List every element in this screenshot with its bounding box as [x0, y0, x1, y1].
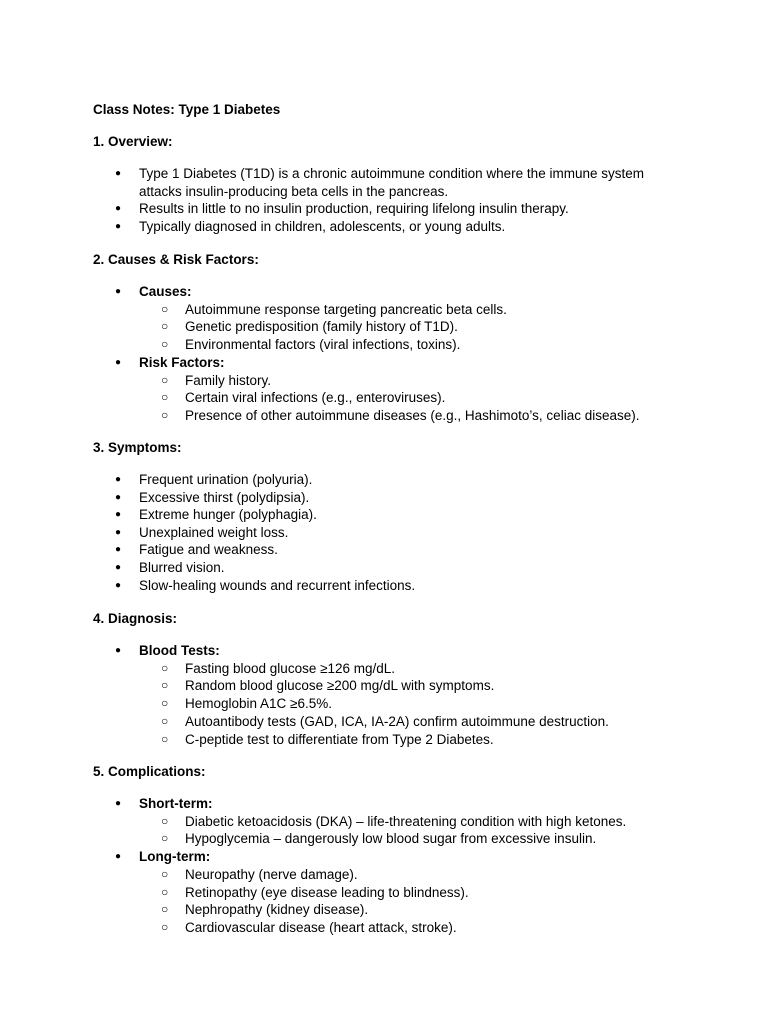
diagnosis-list — [93, 642, 683, 749]
sub-list — [139, 372, 683, 425]
list-item: ○ Autoantibody tests (GAD, ICA, IA-2A) confirm autoimmune destruction. — [139, 713, 683, 731]
list-item: ● Frequent urination (polyuria). — [93, 471, 683, 489]
group-label: Causes: — [139, 284, 192, 299]
list-group — [93, 354, 683, 425]
list-item: ○ Family history. — [139, 372, 683, 390]
list-item: ○ Neuropathy (nerve damage). — [139, 866, 683, 884]
section-heading-diagnosis: 4. Diagnosis: — [93, 611, 178, 626]
list-group — [93, 795, 683, 848]
complications-list — [93, 795, 683, 937]
section-heading-symptoms: 3. Symptoms: — [93, 440, 182, 455]
list-group — [93, 283, 683, 354]
list-item: ○ Retinopathy (eye disease leading to blindness). — [139, 884, 683, 902]
list-item: ○ C-peptide test to differentiate from Type 2 Diabetes. — [139, 731, 683, 749]
group-label: Long-term: — [139, 849, 211, 865]
group-label: Risk Factors: — [139, 354, 225, 370]
list-item: ● Typically diagnosed in children, adolescents, or young adults. — [93, 218, 683, 236]
list-item: ○ Certain viral infections (e.g., enteroviruses). — [139, 389, 683, 407]
group-label: Short-term: — [139, 796, 213, 811]
section-heading-complications: 5. Complications: — [93, 764, 206, 779]
list-item: ○ Autoimmune response targeting pancreatic beta cells. — [139, 301, 683, 319]
list-item: ○ Hypoglycemia – dangerously low blood sugar from excessive insulin. — [139, 830, 683, 848]
list-item: ○ Presence of other autoimmune diseases (e.g., Hashimoto’s, celiac disease). — [139, 407, 683, 425]
overview-list — [93, 165, 683, 235]
sub-list — [139, 301, 683, 354]
list-item: ○ Nephropathy (kidney disease). — [139, 901, 683, 919]
list-item: ● Excessive thirst (polydipsia). — [93, 489, 683, 507]
list-item: ● Unexplained weight loss. — [93, 524, 683, 542]
list-item: ○ Cardiovascular disease (heart attack, stroke). — [139, 919, 683, 937]
list-item: ○ Hemoglobin A1C ≥6.5%. — [139, 695, 683, 713]
section-heading-overview: 1. Overview: — [93, 134, 173, 149]
list-item: ● Slow-healing wounds and recurrent infections. — [93, 577, 683, 595]
list-item: ○ Environmental factors (viral infections, toxins). — [139, 336, 683, 354]
sub-list — [139, 660, 683, 749]
sub-list — [139, 813, 683, 849]
list-group — [93, 642, 683, 749]
list-item: ○ Fasting blood glucose ≥126 mg/dL. — [139, 660, 683, 678]
document-title: Class Notes: Type 1 Diabetes — [93, 102, 281, 117]
causes-list — [93, 283, 683, 425]
list-item: ○ Random blood glucose ≥200 mg/dL with symptoms. — [139, 677, 683, 695]
sub-list — [139, 866, 683, 937]
section-heading-causes: 2. Causes & Risk Factors: — [93, 252, 259, 267]
list-item: ● Type 1 Diabetes (T1D) is a chronic autoimmune condition where the immune system attacks insulin-producing beta cells in the pancreas. — [93, 165, 683, 200]
group-label: Blood Tests: — [139, 643, 220, 658]
list-item: ● Results in little to no insulin production, requiring lifelong insulin therapy. — [93, 200, 683, 218]
list-item: ● Blurred vision. — [93, 559, 683, 577]
list-item: ○ Diabetic ketoacidosis (DKA) – life-threatening condition with high ketones. — [139, 813, 683, 831]
list-item: ○ Genetic predisposition (family history of T1D). — [139, 318, 683, 336]
list-group — [93, 848, 683, 937]
list-item: ● Fatigue and weakness. — [93, 541, 683, 559]
symptoms-list — [93, 471, 683, 594]
list-item: ● Extreme hunger (polyphagia). — [93, 506, 683, 524]
